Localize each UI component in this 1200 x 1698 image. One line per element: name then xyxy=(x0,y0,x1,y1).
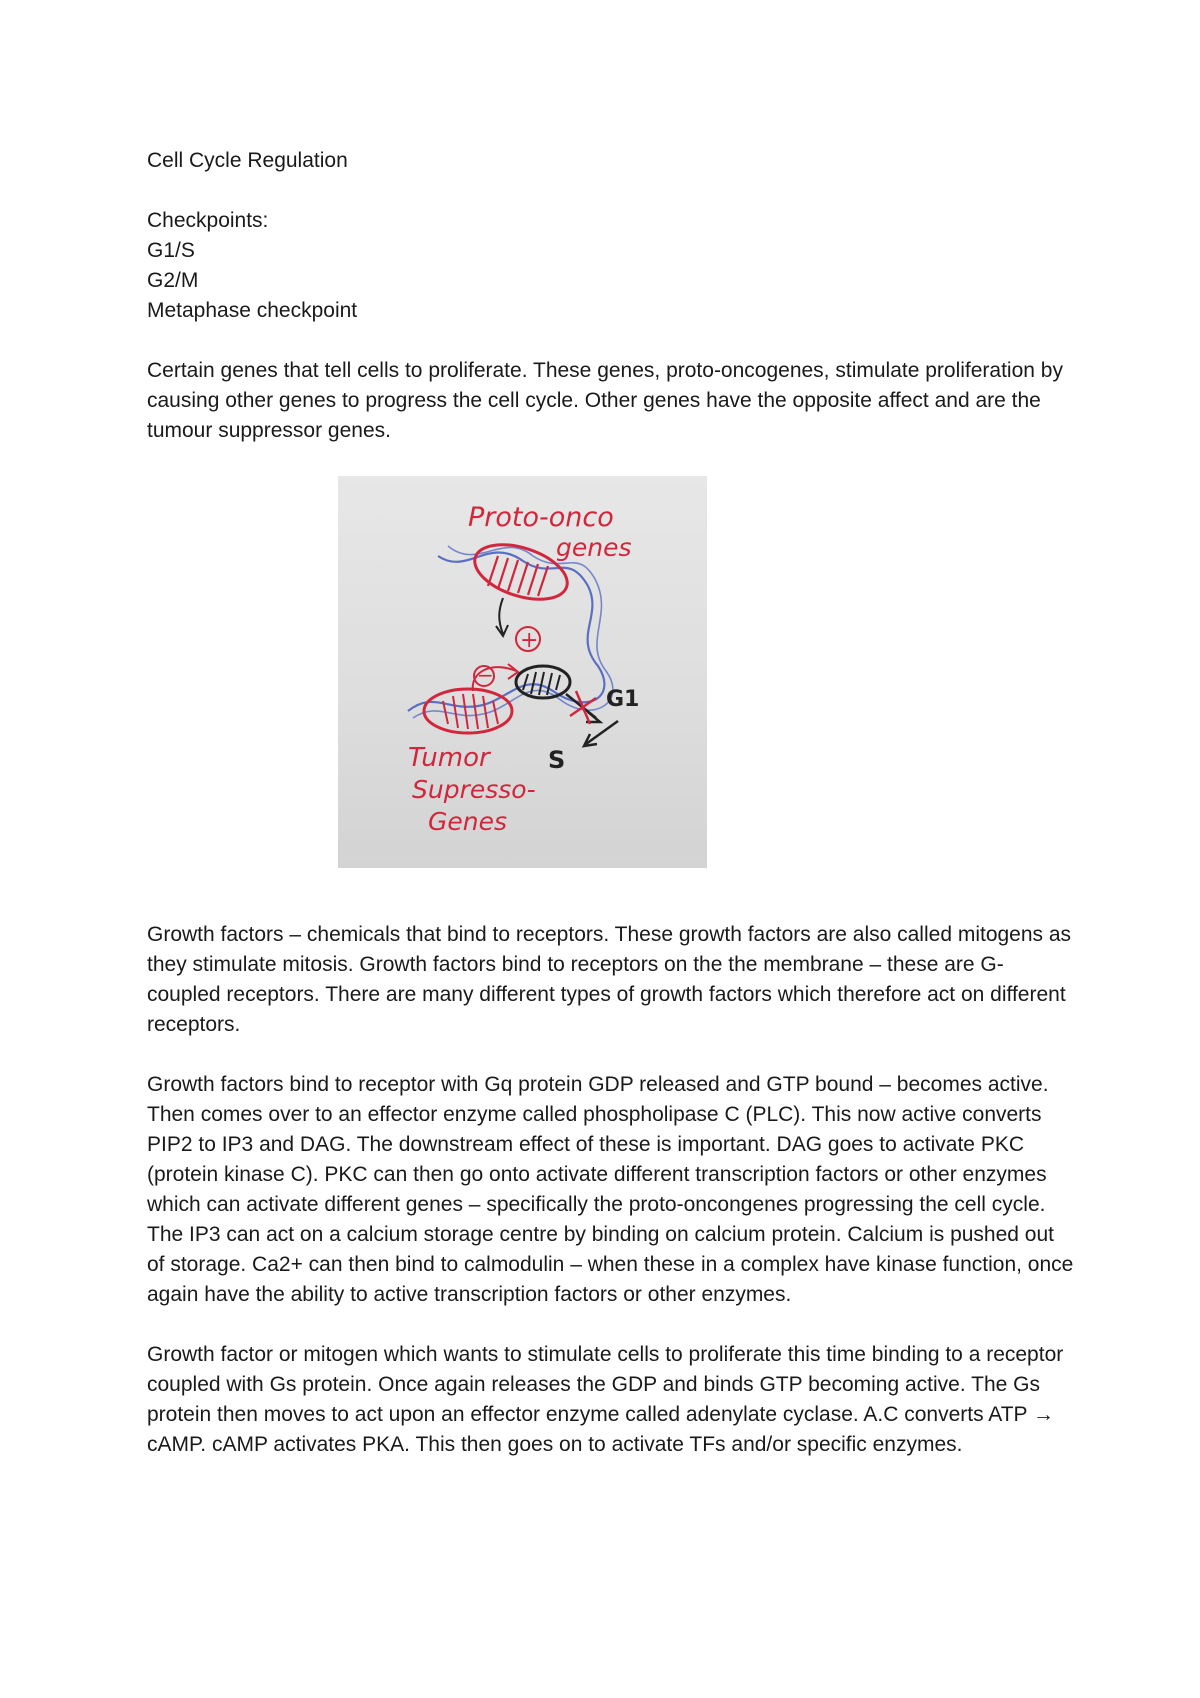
checkpoint-item: Metaphase checkpoint xyxy=(147,299,358,322)
gene-regulation-figure xyxy=(338,476,707,868)
document-title: Cell Cycle Regulation xyxy=(147,149,348,172)
document-page xyxy=(147,146,1077,1490)
g1-label: G1 xyxy=(606,687,640,712)
activation-arrow xyxy=(499,598,503,634)
minus-sign: − xyxy=(477,663,494,687)
figure-container xyxy=(147,476,1077,868)
checkpoints-section xyxy=(147,206,1077,326)
proto-onco-label-2: genes xyxy=(556,533,632,562)
tumor-suppressor-label-2: Supresso- xyxy=(412,775,536,804)
tumor-suppressor-label-3: Genes xyxy=(428,807,508,836)
dna-strand xyxy=(408,552,604,711)
tumor-suppressor-label-1: Tumor xyxy=(408,743,490,773)
paragraph-growth-factors: Growth factors – chemicals that bind to receptors. These growth factors are also called mitogens as they stimulate mitosis. Growth factors bind to receptors on the the membrane – these are G-coupled receptors. There are many different types of growth factors which therefore act on different receptors. xyxy=(147,923,1072,1036)
proto-onco-label-1: Proto-onco xyxy=(468,502,614,533)
paragraph-proto-oncogenes: Certain genes that tell cells to proliferate. These genes, proto-oncogenes, stimulate proliferation by causing other genes to progress the cell cycle. Other genes have the opposite affect and are the tumour suppressor genes. xyxy=(147,359,1063,442)
paragraph-gq-pathway: Growth factors bind to receptor with Gq protein GDP released and GTP bound – becomes active. Then comes over to an effector enzyme called phospholipase C (PLC). This now active converts PIP2 to IP3 and DAG. The downstream effect of these is important. DAG goes to activate PKC (protein kinase C). PKC can then go onto activate different transcription factors or other enzymes which can activate different genes – specifically the proto-oncongenes progressing the cell cycle. The IP3 can act on a calcium storage centre by binding on calcium protein. Calcium is pushed out of storage. Ca2+ can then bind to calmodulin – when these in a complex have kinase function, once again have the ability to active transcription factors or other enzymes. xyxy=(147,1073,1074,1306)
checkpoint-item: G2/M xyxy=(147,269,199,292)
figure-drawing xyxy=(338,476,707,868)
checkpoint-item: G1/S xyxy=(147,239,195,262)
paragraph-gs-pathway: Growth factor or mitogen which wants to stimulate cells to proliferate this time binding to a receptor coupled with Gs protein. Once again releases the GDP and binds GTP becoming active. The Gs protein then moves to act upon an effector enzyme called adenylate cyclase. A.C converts ATP → cAMP. cAMP activates PKA. This then goes on to activate TFs and/or specific enzymes. xyxy=(147,1343,1064,1456)
s-label: S xyxy=(548,746,566,774)
target-gene-shape xyxy=(516,666,570,698)
plus-sign: + xyxy=(520,628,539,653)
checkpoints-label: Checkpoints: xyxy=(147,209,269,232)
g1-to-s-arrow xyxy=(586,721,618,744)
